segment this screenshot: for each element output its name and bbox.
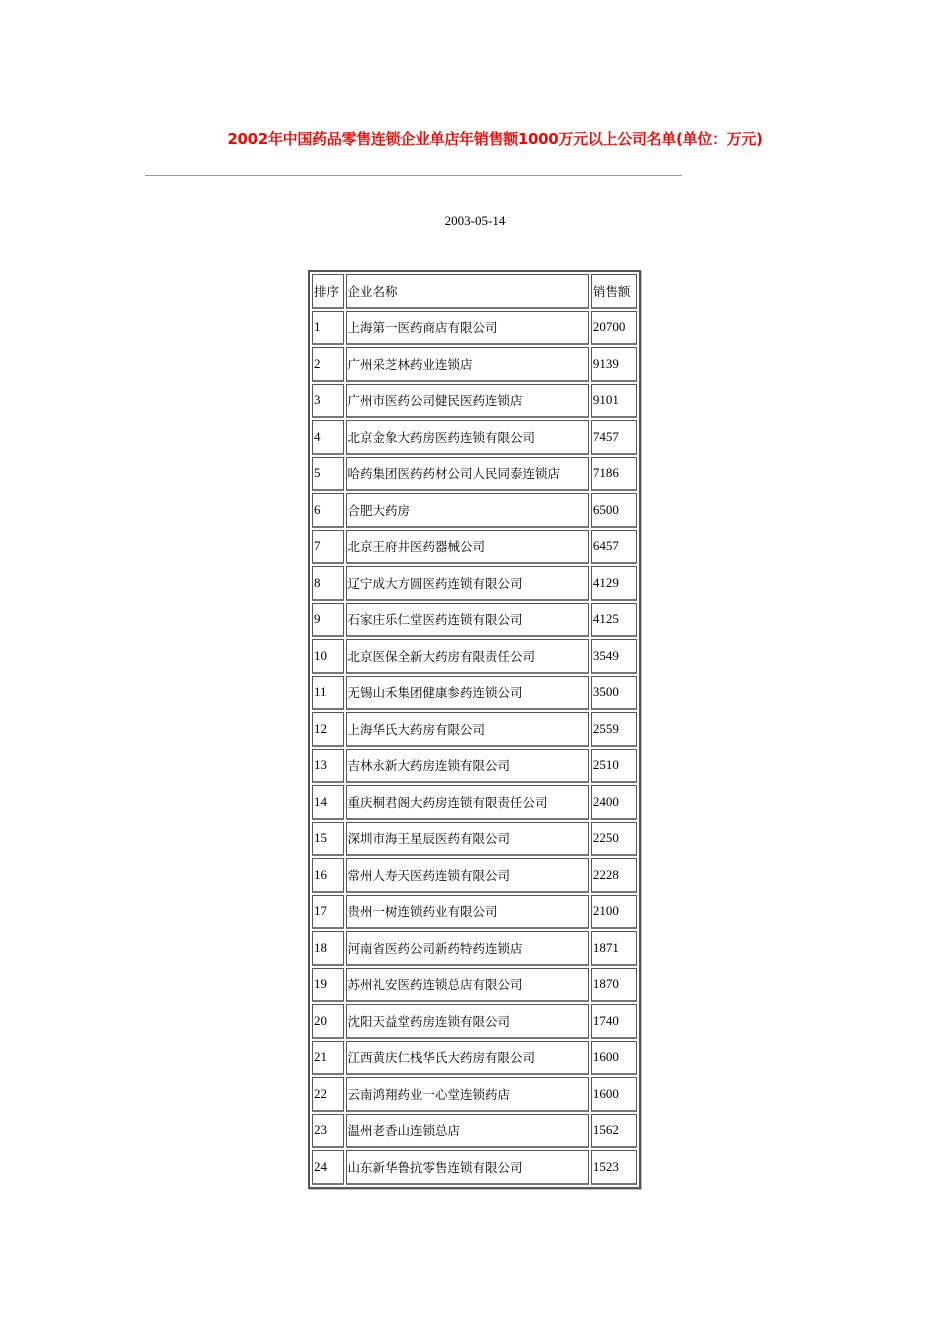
table-row — [312, 895, 637, 930]
table-row — [312, 749, 637, 784]
table-row — [312, 311, 637, 346]
cell-sales: 1600 — [591, 1041, 637, 1076]
cell-company-name: 石家庄乐仁堂医药连锁有限公司 — [346, 603, 589, 638]
table-row — [312, 1114, 637, 1149]
table-row — [312, 1041, 637, 1076]
cell-company-name: 重庆桐君阁大药房连锁有限责任公司 — [346, 785, 589, 820]
cell-rank: 20 — [312, 1004, 344, 1039]
cell-rank: 7 — [312, 530, 344, 565]
cell-sales: 2510 — [591, 749, 637, 784]
cell-company-name: 北京医保全新大药房有限责任公司 — [346, 639, 589, 674]
cell-company-name: 苏州礼安医药连锁总店有限公司 — [346, 968, 589, 1003]
cell-company-name: 哈药集团医药药材公司人民同泰连锁店 — [346, 457, 589, 492]
cell-rank: 5 — [312, 457, 344, 492]
table-row — [312, 822, 637, 857]
table-row — [312, 639, 637, 674]
table-body — [312, 274, 637, 1185]
table-row — [312, 785, 637, 820]
cell-rank: 12 — [312, 712, 344, 747]
table-row — [312, 1077, 637, 1112]
table-row — [312, 968, 637, 1003]
header-sales: 销售额 — [591, 274, 637, 309]
cell-rank: 6 — [312, 493, 344, 528]
sales-ranking-table — [308, 270, 641, 1189]
table-row — [312, 384, 637, 419]
cell-rank: 18 — [312, 931, 344, 966]
cell-company-name: 温州老香山连锁总店 — [346, 1114, 589, 1149]
table-row — [312, 530, 637, 565]
table-row — [312, 858, 637, 893]
cell-rank: 10 — [312, 639, 344, 674]
cell-sales: 2100 — [591, 895, 637, 930]
cell-rank: 2 — [312, 347, 344, 382]
table-row — [312, 566, 637, 601]
cell-rank: 4 — [312, 420, 344, 455]
cell-sales: 6457 — [591, 530, 637, 565]
cell-rank: 22 — [312, 1077, 344, 1112]
cell-company-name: 无锡山禾集团健康参药连锁公司 — [346, 676, 589, 711]
cell-rank: 9 — [312, 603, 344, 638]
cell-company-name: 上海第一医药商店有限公司 — [346, 311, 589, 346]
table-row — [312, 457, 637, 492]
cell-sales: 7457 — [591, 420, 637, 455]
cell-rank: 19 — [312, 968, 344, 1003]
cell-company-name: 沈阳天益堂药房连锁有限公司 — [346, 1004, 589, 1039]
table-row — [312, 712, 637, 747]
cell-rank: 24 — [312, 1150, 344, 1185]
cell-rank: 13 — [312, 749, 344, 784]
cell-company-name: 深圳市海王星辰医药有限公司 — [346, 822, 589, 857]
cell-sales: 4125 — [591, 603, 637, 638]
table-header-row — [312, 274, 637, 309]
table-row — [312, 420, 637, 455]
cell-company-name: 广州采芝林药业连锁店 — [346, 347, 589, 382]
page-title: 2002年中国药品零售连锁企业单店年销售额1000万元以上公司名单(单位：万元) — [227, 130, 763, 148]
cell-sales: 1600 — [591, 1077, 637, 1112]
cell-sales: 2228 — [591, 858, 637, 893]
cell-company-name: 云南鸿翔药业一心堂连锁药店 — [346, 1077, 589, 1112]
cell-company-name: 河南省医药公司新药特药连锁店 — [346, 931, 589, 966]
cell-rank: 23 — [312, 1114, 344, 1149]
cell-company-name: 合肥大药房 — [346, 493, 589, 528]
horizontal-divider — [145, 175, 682, 176]
cell-company-name: 北京王府井医药器械公司 — [346, 530, 589, 565]
cell-sales: 1562 — [591, 1114, 637, 1149]
cell-company-name: 北京金象大药房医药连锁有限公司 — [346, 420, 589, 455]
cell-company-name: 贵州一树连锁药业有限公司 — [346, 895, 589, 930]
cell-rank: 14 — [312, 785, 344, 820]
cell-sales: 2250 — [591, 822, 637, 857]
cell-sales: 9139 — [591, 347, 637, 382]
cell-sales: 1523 — [591, 1150, 637, 1185]
cell-company-name: 辽宁成大方圆医药连锁有限公司 — [346, 566, 589, 601]
table-row — [312, 931, 637, 966]
cell-rank: 3 — [312, 384, 344, 419]
cell-sales: 2400 — [591, 785, 637, 820]
cell-company-name: 上海华氏大药房有限公司 — [346, 712, 589, 747]
cell-sales: 1870 — [591, 968, 637, 1003]
cell-sales: 3500 — [591, 676, 637, 711]
cell-rank: 8 — [312, 566, 344, 601]
cell-company-name: 山东新华鲁抗零售连锁有限公司 — [346, 1150, 589, 1185]
cell-company-name: 吉林永新大药房连锁有限公司 — [346, 749, 589, 784]
cell-sales: 4129 — [591, 566, 637, 601]
cell-rank: 11 — [312, 676, 344, 711]
table-row — [312, 1004, 637, 1039]
table-row — [312, 493, 637, 528]
header-company-name: 企业名称 — [346, 274, 589, 309]
cell-sales: 1871 — [591, 931, 637, 966]
cell-company-name: 广州市医药公司健民医药连锁店 — [346, 384, 589, 419]
cell-rank: 21 — [312, 1041, 344, 1076]
cell-sales: 20700 — [591, 311, 637, 346]
cell-rank: 16 — [312, 858, 344, 893]
cell-sales: 7186 — [591, 457, 637, 492]
cell-rank: 1 — [312, 311, 344, 346]
cell-company-name: 常州人寿天医药连锁有限公司 — [346, 858, 589, 893]
cell-sales: 9101 — [591, 384, 637, 419]
table-row — [312, 603, 637, 638]
cell-company-name: 江西黄庆仁栈华氏大药房有限公司 — [346, 1041, 589, 1076]
cell-sales: 3549 — [591, 639, 637, 674]
table-row — [312, 676, 637, 711]
publish-date: 2003-05-14 — [444, 213, 506, 228]
cell-sales: 2559 — [591, 712, 637, 747]
cell-sales: 1740 — [591, 1004, 637, 1039]
cell-rank: 15 — [312, 822, 344, 857]
table-row — [312, 1150, 637, 1185]
cell-rank: 17 — [312, 895, 344, 930]
header-rank: 排序 — [312, 274, 344, 309]
table-row — [312, 347, 637, 382]
cell-sales: 6500 — [591, 493, 637, 528]
